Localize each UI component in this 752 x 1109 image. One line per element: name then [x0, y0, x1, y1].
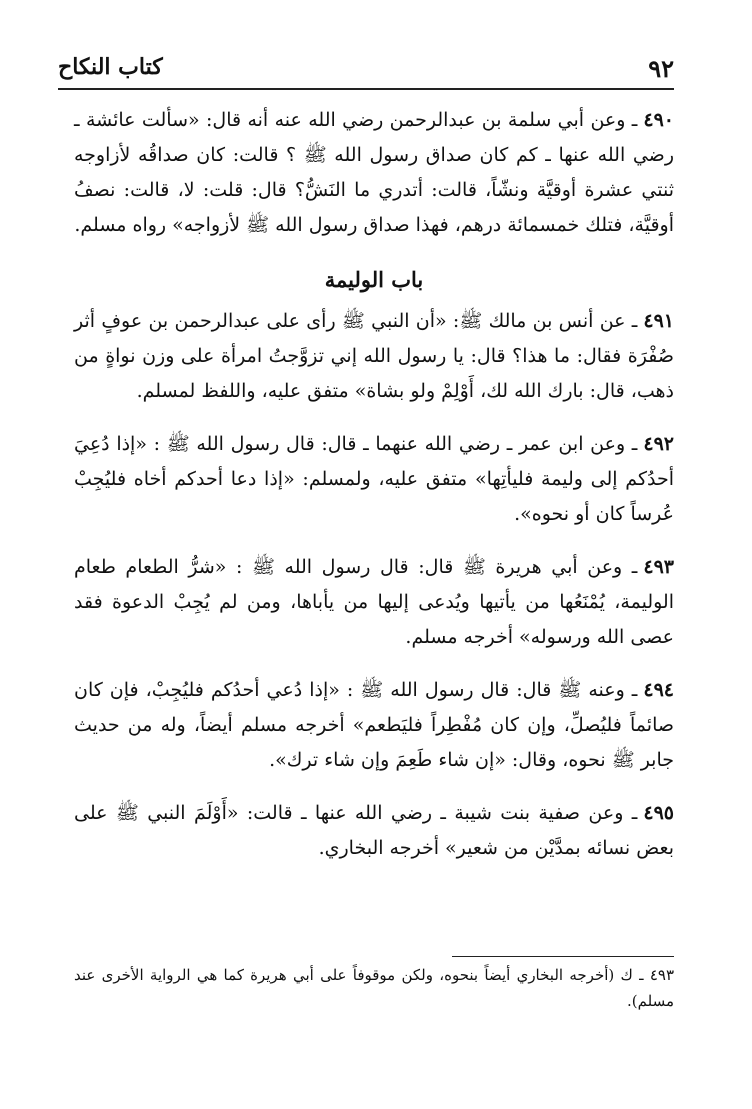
chapter-title: كتاب النكاح	[58, 54, 163, 80]
header-rule	[58, 88, 674, 90]
page-number: ٩٢	[648, 54, 674, 83]
hadith-paragraph	[74, 304, 674, 409]
hadith-text: ـ وعنه ﷺ قال: قال رسول الله ﷺ : «إذا دُعي أحدُكم فليُجِبْ، فإن كان صائماً فليُصلِّ، وإن كان مُفْطِراً فليَطعم» أخرجه مسلم أيضاً، وله من حديث جابر ﷺ نحوه، وقال: «إن شاء طَعِمَ وإن شاء ترك».	[74, 679, 674, 771]
hadith-text: ـ وعن أبي هريرة ﷺ قال: قال رسول الله ﷺ : «شرُّ الطعام طعام الوليمة، يُمْنَعُها من يأتيها ويُدعى إليها من يأباها، ومن لم يُجِبْ الدعوة فقد عصى الله ورسوله» أخرجه مسلم.	[74, 556, 674, 648]
footnote-rule	[452, 956, 674, 957]
footnote: ٤٩٣ ـ ك (أخرجه البخاري أيضاً بنحوه، ولكن موقوفاً على أبي هريرة كما هي الرواية الأخرى عند مسلم).	[74, 966, 674, 1010]
section-title: باب الوليمة	[324, 267, 424, 292]
hadith-paragraph	[74, 550, 674, 655]
hadith-number: ٤٩٣	[643, 556, 674, 578]
hadith-number: ٤٩٥	[643, 802, 674, 824]
hadith-number: ٤٩١	[643, 310, 674, 332]
hadith-text: ـ وعن ابن عمر ـ رضي الله عنهما ـ قال: قال رسول الله ﷺ : «إذا دُعِيَ أحدُكم إلى وليمة فليأتِها» متفق عليه، ولمسلم: «إذا دعا أحدكم أخاه فليُجِبْ عُرساً كان أو نحوه».	[74, 433, 674, 525]
hadith-paragraph	[74, 673, 674, 778]
hadith-paragraph	[74, 103, 674, 243]
hadith-paragraph	[74, 796, 674, 866]
hadith-paragraph	[74, 427, 674, 532]
hadith-number: ٤٩٢	[643, 433, 674, 455]
page-body	[74, 103, 674, 884]
hadith-text: ـ عن أنس بن مالك ﷺ: «أن النبي ﷺ رأى على عبدالرحمن بن عوفٍ أثر صُفْرَة فقال: ما هذا؟ قال: يا رسول الله إني تزوَّجتُ امرأة على وزن نواةٍ من ذهب، قال: بارك الله لك، أَوْلِمْ ولو بشاة» متفق عليه، واللفظ لمسلم.	[74, 310, 674, 402]
page-header	[58, 50, 674, 90]
hadith-text: ـ وعن أبي سلمة بن عبدالرحمن رضي الله عنه أنه قال: «سألت عائشة ـ رضي الله عنها ـ كم كان صداق رسول الله ﷺ ؟ قالت: كان صداقُه لأزاوجه ثنتي عشرة أوقيَّة ونشّاً، قالت: أتدري ما النَشُّ؟ قال: قلت: لا، قالت: نصفُ أوقيَّة، فتلك خمسمائة درهم، فهذا صداق رسول الله ﷺ لأزواجه» رواه مسلم.	[74, 109, 674, 236]
hadith-number: ٤٩٠	[643, 109, 674, 131]
hadith-text: ـ وعن صفية بنت شيبة ـ رضي الله عنها ـ قالت: «أَوْلَمَ النبي ﷺ على بعض نسائه بمدَّيْن من شعير» أخرجه البخاري.	[74, 802, 674, 859]
hadith-number: ٤٩٤	[643, 679, 674, 701]
